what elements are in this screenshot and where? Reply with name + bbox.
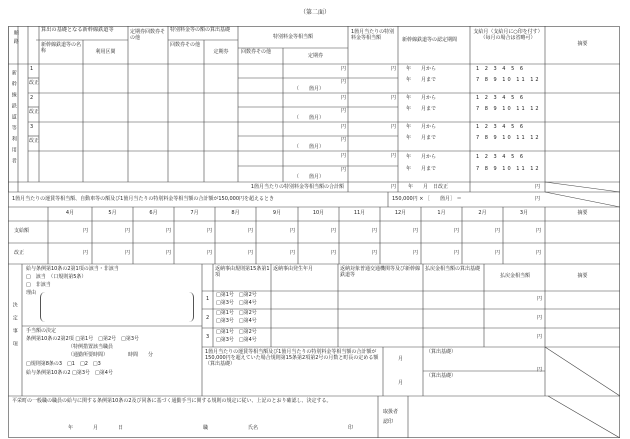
pay-unit: 円 bbox=[494, 250, 500, 256]
row-to: 年 月まで bbox=[406, 166, 437, 172]
mid-row-yen: 円 bbox=[536, 334, 542, 340]
row-yen2: 円 bbox=[340, 137, 346, 143]
row-revised: 改正 bbox=[29, 109, 40, 115]
mid-row-chk2: □第3号 □第4号 bbox=[216, 318, 257, 324]
row-yen2: 円 bbox=[340, 79, 346, 85]
header-monthly: 1箇月当たりの特別料金等相当額 bbox=[351, 29, 395, 41]
decision-reason: 理由 bbox=[26, 290, 37, 296]
mid-row-yen: 円 bbox=[536, 296, 542, 302]
month-12: 12月 bbox=[394, 210, 407, 216]
month-5: 5月 bbox=[108, 210, 117, 216]
pay-unit: 円 bbox=[247, 228, 253, 234]
total-revision: 年 月 日改正 bbox=[408, 184, 449, 190]
mid-col-date: 返納事由発生年月 bbox=[273, 266, 314, 272]
decision-side-label: 決定事項 bbox=[11, 302, 18, 354]
mid-note-month1: 月 bbox=[398, 356, 404, 362]
formula-yen: 円 bbox=[534, 196, 540, 202]
row-to: 年 月まで bbox=[406, 106, 437, 112]
mid-row-chk2: □第3号 □第4号 bbox=[216, 300, 257, 306]
mid-note-yen: 円 bbox=[536, 367, 542, 373]
mid-row-yen: 円 bbox=[536, 315, 542, 321]
pay-unit: 円 bbox=[206, 228, 212, 234]
amount-title: 手当額の決定 bbox=[26, 328, 57, 334]
row-months1: 1 2 3 4 5 6 bbox=[476, 95, 526, 101]
row-from: 年 月から bbox=[406, 95, 437, 101]
footer-shoku: 職 bbox=[203, 425, 209, 431]
mid-col-remarks: 摘要 bbox=[577, 273, 588, 279]
row-to: 年 月まで bbox=[406, 135, 437, 141]
header-station: 算出の基礎となる新幹線鉄道等 bbox=[41, 27, 114, 33]
header-remarks: 摘要 bbox=[577, 41, 588, 47]
row-revised: 改正 bbox=[29, 138, 40, 144]
form-sheet bbox=[8, 26, 620, 438]
footer-seal: 認印 bbox=[383, 419, 394, 425]
row-yen3: 円 bbox=[390, 124, 396, 130]
pay-unit: 円 bbox=[124, 228, 130, 234]
pay-unit: 円 bbox=[165, 250, 171, 256]
decision-opt-yes: □ 該当 （口規則第5条） bbox=[26, 274, 87, 280]
footer-in: 印 bbox=[348, 425, 354, 431]
header-amount-season: 定期券 bbox=[307, 53, 323, 59]
row-no: 3 bbox=[30, 124, 34, 130]
row-months1: 1 2 3 4 5 6 bbox=[476, 154, 526, 160]
pay-unit: 円 bbox=[165, 228, 171, 234]
row-months2: 7 8 9 10 11 12 bbox=[476, 77, 541, 83]
mid-col-base: 払戻金相当額の算出基礎 bbox=[425, 266, 481, 272]
header-cert: 新幹線鉄道等の認定期間 bbox=[402, 37, 458, 43]
pay-unit: 円 bbox=[535, 250, 541, 256]
months-remarks: 摘要 bbox=[577, 210, 588, 216]
mid-row-no: 1 bbox=[206, 296, 210, 302]
mid-note-month2: 月 bbox=[398, 380, 404, 386]
month-11: 11月 bbox=[353, 210, 366, 216]
row-to: 年 月まで bbox=[406, 77, 437, 83]
pay-unit: 円 bbox=[124, 250, 130, 256]
month-2: 2月 bbox=[478, 210, 487, 216]
mid-col-target: 返納対象普通交通機関等及び新幹線鉄道等 bbox=[340, 266, 421, 278]
mid-note: 1箇月当たりの運賃等相当額及び1箇月当たりの特別料金等相当額の合計額が150,000円を超えていた場合規則第15条第2項第2号の月数と町長の定める額（算出基礎） bbox=[205, 349, 379, 367]
row-months-paren: （ 箇月） bbox=[294, 86, 325, 92]
mid-note-base1: （算出基礎） bbox=[426, 349, 457, 355]
footer-handler: 取扱者 bbox=[383, 409, 399, 415]
pay-unit: 円 bbox=[330, 228, 336, 234]
row-yen1: 円 bbox=[340, 124, 346, 130]
pay-unit: 円 bbox=[535, 228, 541, 234]
pay-unit: 円 bbox=[371, 250, 377, 256]
mid-row-no: 2 bbox=[206, 315, 210, 321]
row-months2: 7 8 9 10 11 12 bbox=[476, 166, 541, 172]
header-base-season: 定期券 bbox=[213, 49, 229, 55]
row-months-paren: （ 箇月） bbox=[294, 115, 325, 121]
row-from: 年 月から bbox=[406, 124, 437, 130]
footer-text: 平栄町の一般職の職員の給与に関する条例第10条の2及び同条に基づく通勤手当に関する規則の規定に従い、上記のとおり確認し、決定する。 bbox=[12, 398, 332, 404]
reason-bracket bbox=[40, 292, 194, 322]
amount-line4: □規則第8条の3 □1 □2 □3 bbox=[26, 361, 101, 367]
header-base-pass: 回数券その他 bbox=[170, 42, 201, 48]
month-7: 7月 bbox=[190, 210, 199, 216]
row-from: 年 月から bbox=[406, 66, 437, 72]
row-months2: 7 8 9 10 11 12 bbox=[476, 135, 541, 141]
row-yen1: 円 bbox=[340, 153, 346, 159]
row-yen3: 円 bbox=[390, 153, 396, 159]
header-use-section: 利用区間 bbox=[95, 49, 116, 55]
row-yen3: 円 bbox=[390, 95, 396, 101]
pay-unit: 円 bbox=[412, 228, 418, 234]
row-months-paren: （ 箇月） bbox=[294, 144, 325, 150]
row-no: 2 bbox=[30, 95, 34, 101]
pay-unit: 円 bbox=[289, 228, 295, 234]
pay-label-revised: 改正 bbox=[14, 250, 25, 256]
pay-unit: 円 bbox=[82, 250, 88, 256]
formula-text: 1箇月当たりの運賃等相当額、自動車等の額及び1箇月当たりの特別料金等相当額の合計額が150,000円を超えるとき bbox=[12, 196, 275, 202]
mid-row-chk1: □第1号 □第2号 bbox=[216, 329, 257, 335]
header-pass-type: 定期券回数券その他 bbox=[130, 29, 166, 41]
month-10: 10月 bbox=[312, 210, 325, 216]
row-revised: 改正 bbox=[29, 80, 40, 86]
mid-row-chk2: □第3号 □第4号 bbox=[216, 337, 257, 343]
row-yen2: 円 bbox=[340, 108, 346, 114]
pay-unit: 円 bbox=[206, 250, 212, 256]
header-base: 特別料金等の額の算出基礎 bbox=[170, 27, 231, 33]
row-months2: 7 8 9 10 11 12 bbox=[476, 106, 541, 112]
pay-unit: 円 bbox=[494, 228, 500, 234]
mid-row-chk1: □第1号 □第2号 bbox=[216, 292, 257, 298]
header-amount: 特別料金等相当額 bbox=[272, 34, 313, 40]
row-yen3: 円 bbox=[390, 66, 396, 72]
amount-line2: （特例措置該当職員 bbox=[68, 344, 114, 350]
amount-line3: （通勤所要時間） bbox=[68, 352, 109, 358]
page-label: （第二面） bbox=[299, 9, 330, 16]
row-from: 年 月から bbox=[406, 154, 437, 160]
footer-shimei: 氏名 bbox=[248, 425, 259, 431]
month-9: 9月 bbox=[272, 210, 282, 216]
row-months-paren: （ 箇月） bbox=[294, 174, 325, 180]
total-label: 1箇月当たりの特別料金等相当額の合計額 bbox=[250, 184, 344, 190]
pay-unit: 円 bbox=[330, 250, 336, 256]
mid-note-base2: （算出基礎） bbox=[426, 373, 457, 379]
pay-unit: 円 bbox=[412, 250, 418, 256]
mid-row-chk1: □第1号 □第2号 bbox=[216, 310, 257, 316]
footer-date: 年 月 日 bbox=[68, 425, 124, 431]
amount-time: 時間 分 bbox=[128, 352, 154, 358]
row-yen1: 円 bbox=[340, 95, 346, 101]
header-amount-pass: 回数券その他 bbox=[241, 49, 272, 55]
decision-art-title: 給与条例第10条の2第1項の該当・非該当 bbox=[26, 266, 119, 272]
row-months1: 1 2 3 4 5 6 bbox=[476, 124, 526, 130]
formula-value: 150,000円 × ［ 箇月］ ＝ bbox=[392, 196, 462, 202]
row-yen1: 円 bbox=[340, 66, 346, 72]
header-payment: 支給月（支給月に○印を付す）（毎月の場合は省略可） bbox=[473, 29, 543, 41]
month-8: 8月 bbox=[231, 210, 240, 216]
header-route-no: 順 路 bbox=[12, 30, 19, 45]
pay-unit: 円 bbox=[247, 250, 253, 256]
left-label: 新幹線鉄道等利用者 bbox=[10, 70, 17, 169]
pay-unit: 円 bbox=[453, 250, 459, 256]
pay-label-amount: 支給額 bbox=[14, 228, 30, 234]
mid-col-reason: 返納事由規則第15条第1項 bbox=[215, 266, 270, 278]
month-3: 3月 bbox=[519, 210, 529, 216]
mid-row-no: 3 bbox=[206, 334, 210, 340]
month-1: 1月 bbox=[437, 210, 446, 216]
pay-unit: 円 bbox=[82, 228, 88, 234]
row-no: 1 bbox=[30, 66, 34, 72]
header-line-name: 新幹線鉄道等の名称 bbox=[41, 42, 82, 54]
amount-line1: 条例第10条の2第2項 □第1号 □第2号 □第3号 bbox=[26, 336, 140, 342]
month-4: 4月 bbox=[65, 210, 75, 216]
row-yen2: 円 bbox=[340, 167, 346, 173]
row-months1: 1 2 3 4 5 6 bbox=[476, 66, 526, 72]
month-6: 6月 bbox=[149, 210, 158, 216]
decision-opt-no: □ 非該当 bbox=[26, 282, 51, 288]
pay-unit: 円 bbox=[453, 228, 459, 234]
pay-unit: 円 bbox=[371, 228, 377, 234]
pay-unit: 円 bbox=[289, 250, 295, 256]
mid-col-refund: 払戻金相当額 bbox=[499, 273, 530, 279]
total-yen: 円 bbox=[390, 184, 396, 190]
amount-line5: 給与条例第10条の2 □第3号 □第4号 bbox=[26, 370, 113, 376]
total-yen2: 円 bbox=[534, 184, 540, 190]
